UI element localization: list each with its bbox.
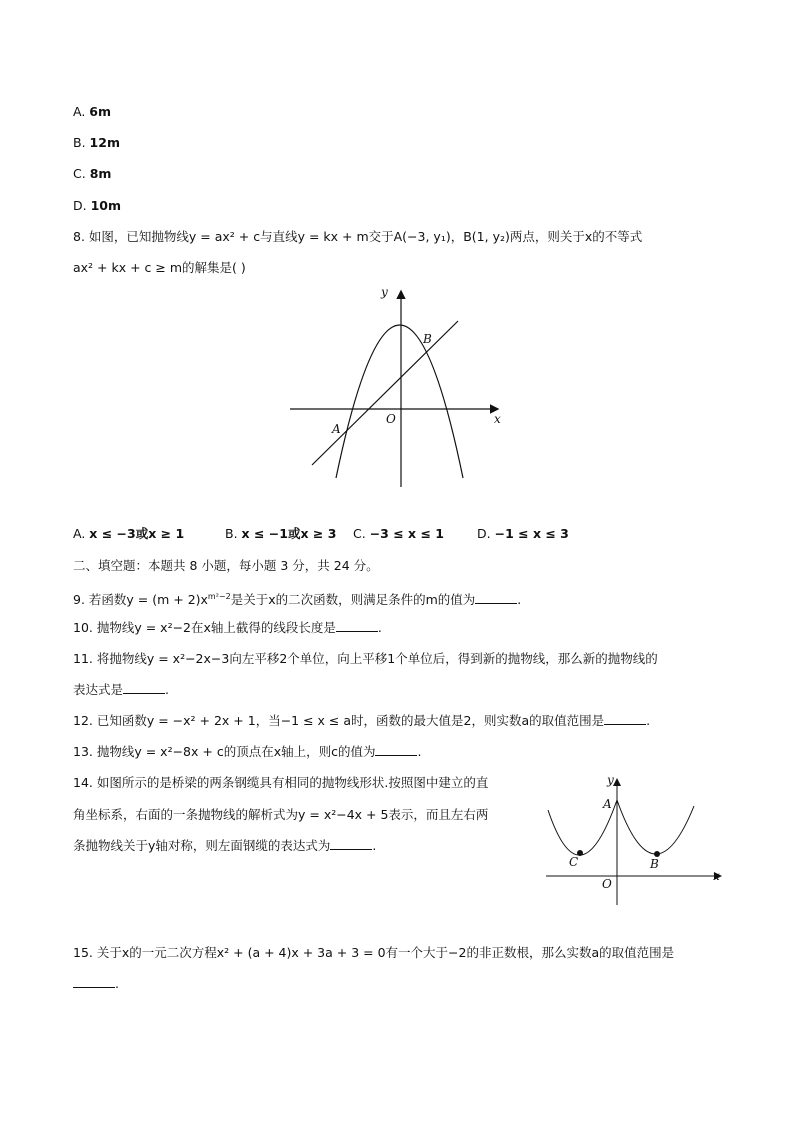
q9-exponent: m²−2 — [207, 592, 231, 601]
q14-figure — [540, 770, 730, 910]
q15-end: . — [115, 976, 119, 991]
answer-blank[interactable] — [123, 681, 165, 694]
origin-label: O — [386, 412, 396, 426]
q8-figure — [285, 282, 510, 492]
q7-option-c — [73, 165, 111, 183]
option-letter: C. — [353, 526, 366, 541]
point-a-label: A — [603, 797, 612, 811]
q7-option-d — [73, 197, 121, 215]
q12 — [73, 712, 650, 730]
right-cable — [617, 800, 694, 854]
q8-option-c — [353, 525, 444, 543]
answer-blank[interactable] — [475, 591, 517, 604]
q8-option-d — [477, 525, 569, 543]
q14-text: 条抛物线关于y轴对称，则左面钢缆的表达式为 — [73, 838, 331, 853]
answer-blank[interactable] — [604, 712, 646, 725]
q11-end: . — [165, 682, 169, 697]
point-b-label: B — [650, 857, 659, 871]
section-2-header: 二、填空题：本题共 8 小题，每小题 3 分，共 24 分。 — [73, 558, 379, 573]
q14-line1: 14. 如图所示的是桥梁的两条钢缆具有相同的抛物线形状.按照图中建立的直 — [73, 775, 489, 790]
q8-option-a — [73, 525, 184, 543]
q8-stem-line2: ax² + kx + c ≥ m的解集是( ) — [73, 260, 246, 275]
option-letter: D. — [73, 198, 87, 213]
q7-option-b — [73, 134, 120, 152]
option-value: x ≤ −3或x ≥ 1 — [89, 526, 185, 541]
option-letter: D. — [477, 526, 491, 541]
option-letter: A. — [73, 104, 86, 119]
q14-line2: 角坐标系，右面的一条抛物线的解析式为y = x²−4x + 5表示，而且左右两 — [73, 807, 489, 822]
option-value: x ≤ −1或x ≥ 3 — [241, 526, 337, 541]
x-axis-label: x — [494, 412, 501, 426]
y-axis-label: y — [381, 285, 388, 299]
answer-blank[interactable] — [336, 619, 378, 632]
q15-line1: 15. 关于x的一元二次方程x² + (a + 4)x + 3a + 3 = 0有一个大于−2的非正数根，那么实数a的取值范围是 — [73, 945, 675, 960]
point-a-label: A — [332, 422, 341, 436]
q15-line2 — [73, 975, 119, 993]
q12-end: . — [646, 713, 651, 728]
point-b-label: B — [423, 332, 432, 346]
answer-blank[interactable] — [73, 975, 115, 988]
option-value: −3 ≤ x ≤ 1 — [369, 526, 444, 541]
option-letter: C. — [73, 166, 86, 181]
q9 — [73, 588, 521, 609]
point-c-label: C — [569, 855, 579, 869]
q14-line3 — [73, 837, 376, 855]
q7-option-a — [73, 103, 111, 121]
q13 — [73, 743, 421, 761]
q14-end: . — [372, 838, 377, 853]
option-value: 6m — [89, 104, 112, 119]
q13-end: . — [417, 744, 422, 759]
origin-label: O — [602, 877, 612, 891]
answer-blank[interactable] — [375, 743, 417, 756]
q10 — [73, 619, 382, 637]
q8-stem-line1: 8. 如图，已知抛物线y = ax² + c与直线y = kx + m交于A(−3, y₁)，B(1, y₂)两点，则关于x的不等式 — [73, 229, 643, 244]
q9-text: 9. 若函数y = (m + 2)x — [73, 592, 208, 608]
answer-blank[interactable] — [330, 837, 372, 850]
option-value: 12m — [89, 135, 120, 150]
q13-text: 13. 抛物线y = x²−8x + c的顶点在x轴上，则c的值为 — [73, 744, 376, 759]
x-axis-label: x — [713, 869, 720, 883]
option-value: 10m — [90, 198, 122, 213]
q11-line1: 11. 将抛物线y = x²−2x−3向左平移2个单位，向上平移1个单位后，得到新的抛物线，那么新的抛物线的 — [73, 651, 658, 666]
q8-option-b — [225, 525, 336, 543]
option-letter: B. — [225, 526, 238, 541]
y-axis-label: y — [607, 773, 614, 787]
option-value: −1 ≤ x ≤ 3 — [494, 526, 569, 541]
q11-text: 表达式是 — [73, 682, 124, 697]
q9-rest: 是关于x的二次函数，则满足条件的m的值为 — [230, 592, 476, 608]
q12-text: 12. 已知函数y = −x² + 2x + 1，当−1 ≤ x ≤ a时，函数的最大值是2，则实数a的取值范围是 — [73, 713, 605, 728]
q10-text: 10. 抛物线y = x²−2在x轴上截得的线段长度是 — [73, 620, 336, 635]
option-letter: B. — [73, 135, 86, 150]
q9-end: . — [517, 592, 522, 608]
straight-line — [312, 321, 458, 465]
option-value: 8m — [89, 166, 112, 181]
q11-line2 — [73, 681, 169, 699]
parabola — [336, 325, 463, 478]
q10-end: . — [377, 620, 382, 635]
option-letter: A. — [73, 526, 86, 541]
